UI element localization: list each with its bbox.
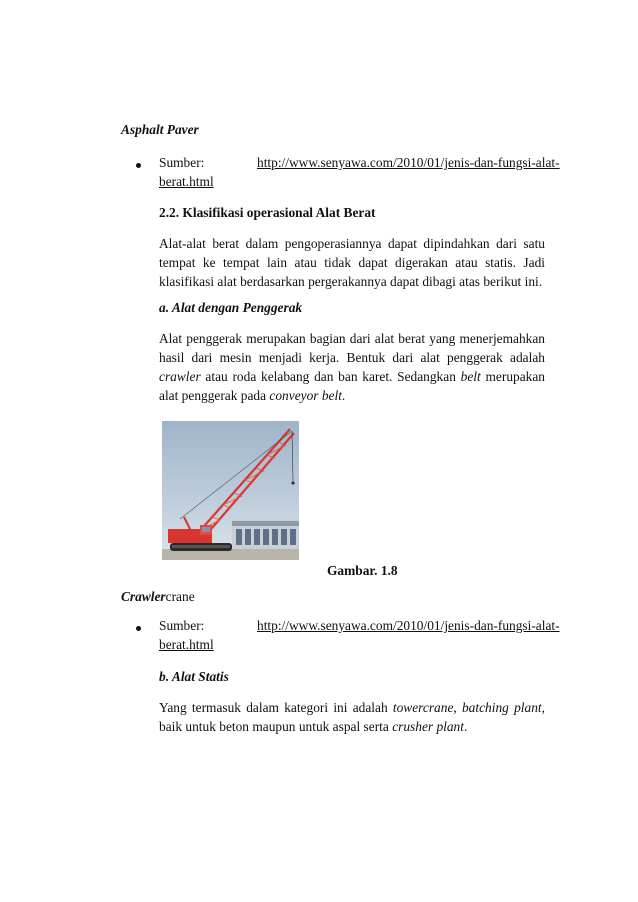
- section-title: 2.2. Klasifikasi operasional Alat Berat: [159, 205, 376, 220]
- crawler-crane-image: [162, 421, 299, 560]
- subsection-a-paragraph: [159, 329, 545, 405]
- heading-crawler-italic: Crawler: [121, 589, 166, 604]
- source-label: Sumber:: [159, 155, 205, 170]
- para-a-belt: belt: [460, 369, 481, 384]
- figure-caption: Gambar. 1.8: [327, 563, 398, 578]
- para-b-crusher: crusher plant: [392, 719, 464, 734]
- para-a-crawler: crawler: [159, 369, 201, 384]
- subheading-b: b. Alat Statis: [159, 669, 229, 684]
- para-a-part3: merupakan alat penggerak pada: [159, 369, 545, 403]
- para-b-part2: ,: [453, 700, 462, 715]
- source-link-line1[interactable]: http://www.senyawa.com/2010/01/jenis-dan-fungsi-alat-: [257, 618, 560, 633]
- para-b-tower: towercrane: [392, 700, 454, 715]
- para-a-conveyor: conveyor belt: [269, 388, 342, 403]
- para-b-part3: , baik untuk beton maupun untuk aspal serta: [159, 700, 545, 734]
- subsection-b-paragraph: [159, 698, 545, 736]
- bullet-icon: [136, 626, 141, 631]
- source-link-line2[interactable]: berat.html: [159, 174, 214, 189]
- para-a-part4: .: [341, 388, 346, 403]
- para-b-part1: Yang termasuk dalam kategori ini adalah: [159, 700, 393, 715]
- heading-crawler-crane: [121, 589, 195, 605]
- subheading-a: a. Alat dengan Penggerak: [159, 300, 303, 315]
- crane-illustration: [162, 421, 299, 560]
- para-a-part1: Alat penggerak merupakan bagian dari alat berat yang menerjemahkan hasil dari mesin menjadi kerja. Bentuk dari alat penggerak adalah: [159, 331, 545, 365]
- section-paragraph: [159, 234, 545, 291]
- heading-asphalt-paver: Asphalt Paver: [121, 122, 199, 137]
- section-paragraph-text: Alat-alat berat dalam pengoperasiannya dapat dipindahkan dari satu tempat ke tempat lain atau tidak dapat digerakan atau statis. Jadi klasifikasi alat berdasarkan pergerakannya dapat dibagi atas berikut ini.: [159, 236, 545, 289]
- para-b-part4: .: [463, 719, 468, 734]
- para-b-batching: batching plant: [461, 700, 542, 715]
- para-a-part2: atau roda kelabang dan ban karet. Sedangkan: [200, 369, 461, 384]
- heading-crawler-rest: crane: [165, 589, 195, 604]
- source-label: Sumber:: [159, 618, 205, 633]
- source-link-line1[interactable]: http://www.senyawa.com/2010/01/jenis-dan-fungsi-alat-: [257, 155, 560, 170]
- source-link-line2[interactable]: berat.html: [159, 637, 214, 652]
- bullet-icon: [136, 163, 141, 168]
